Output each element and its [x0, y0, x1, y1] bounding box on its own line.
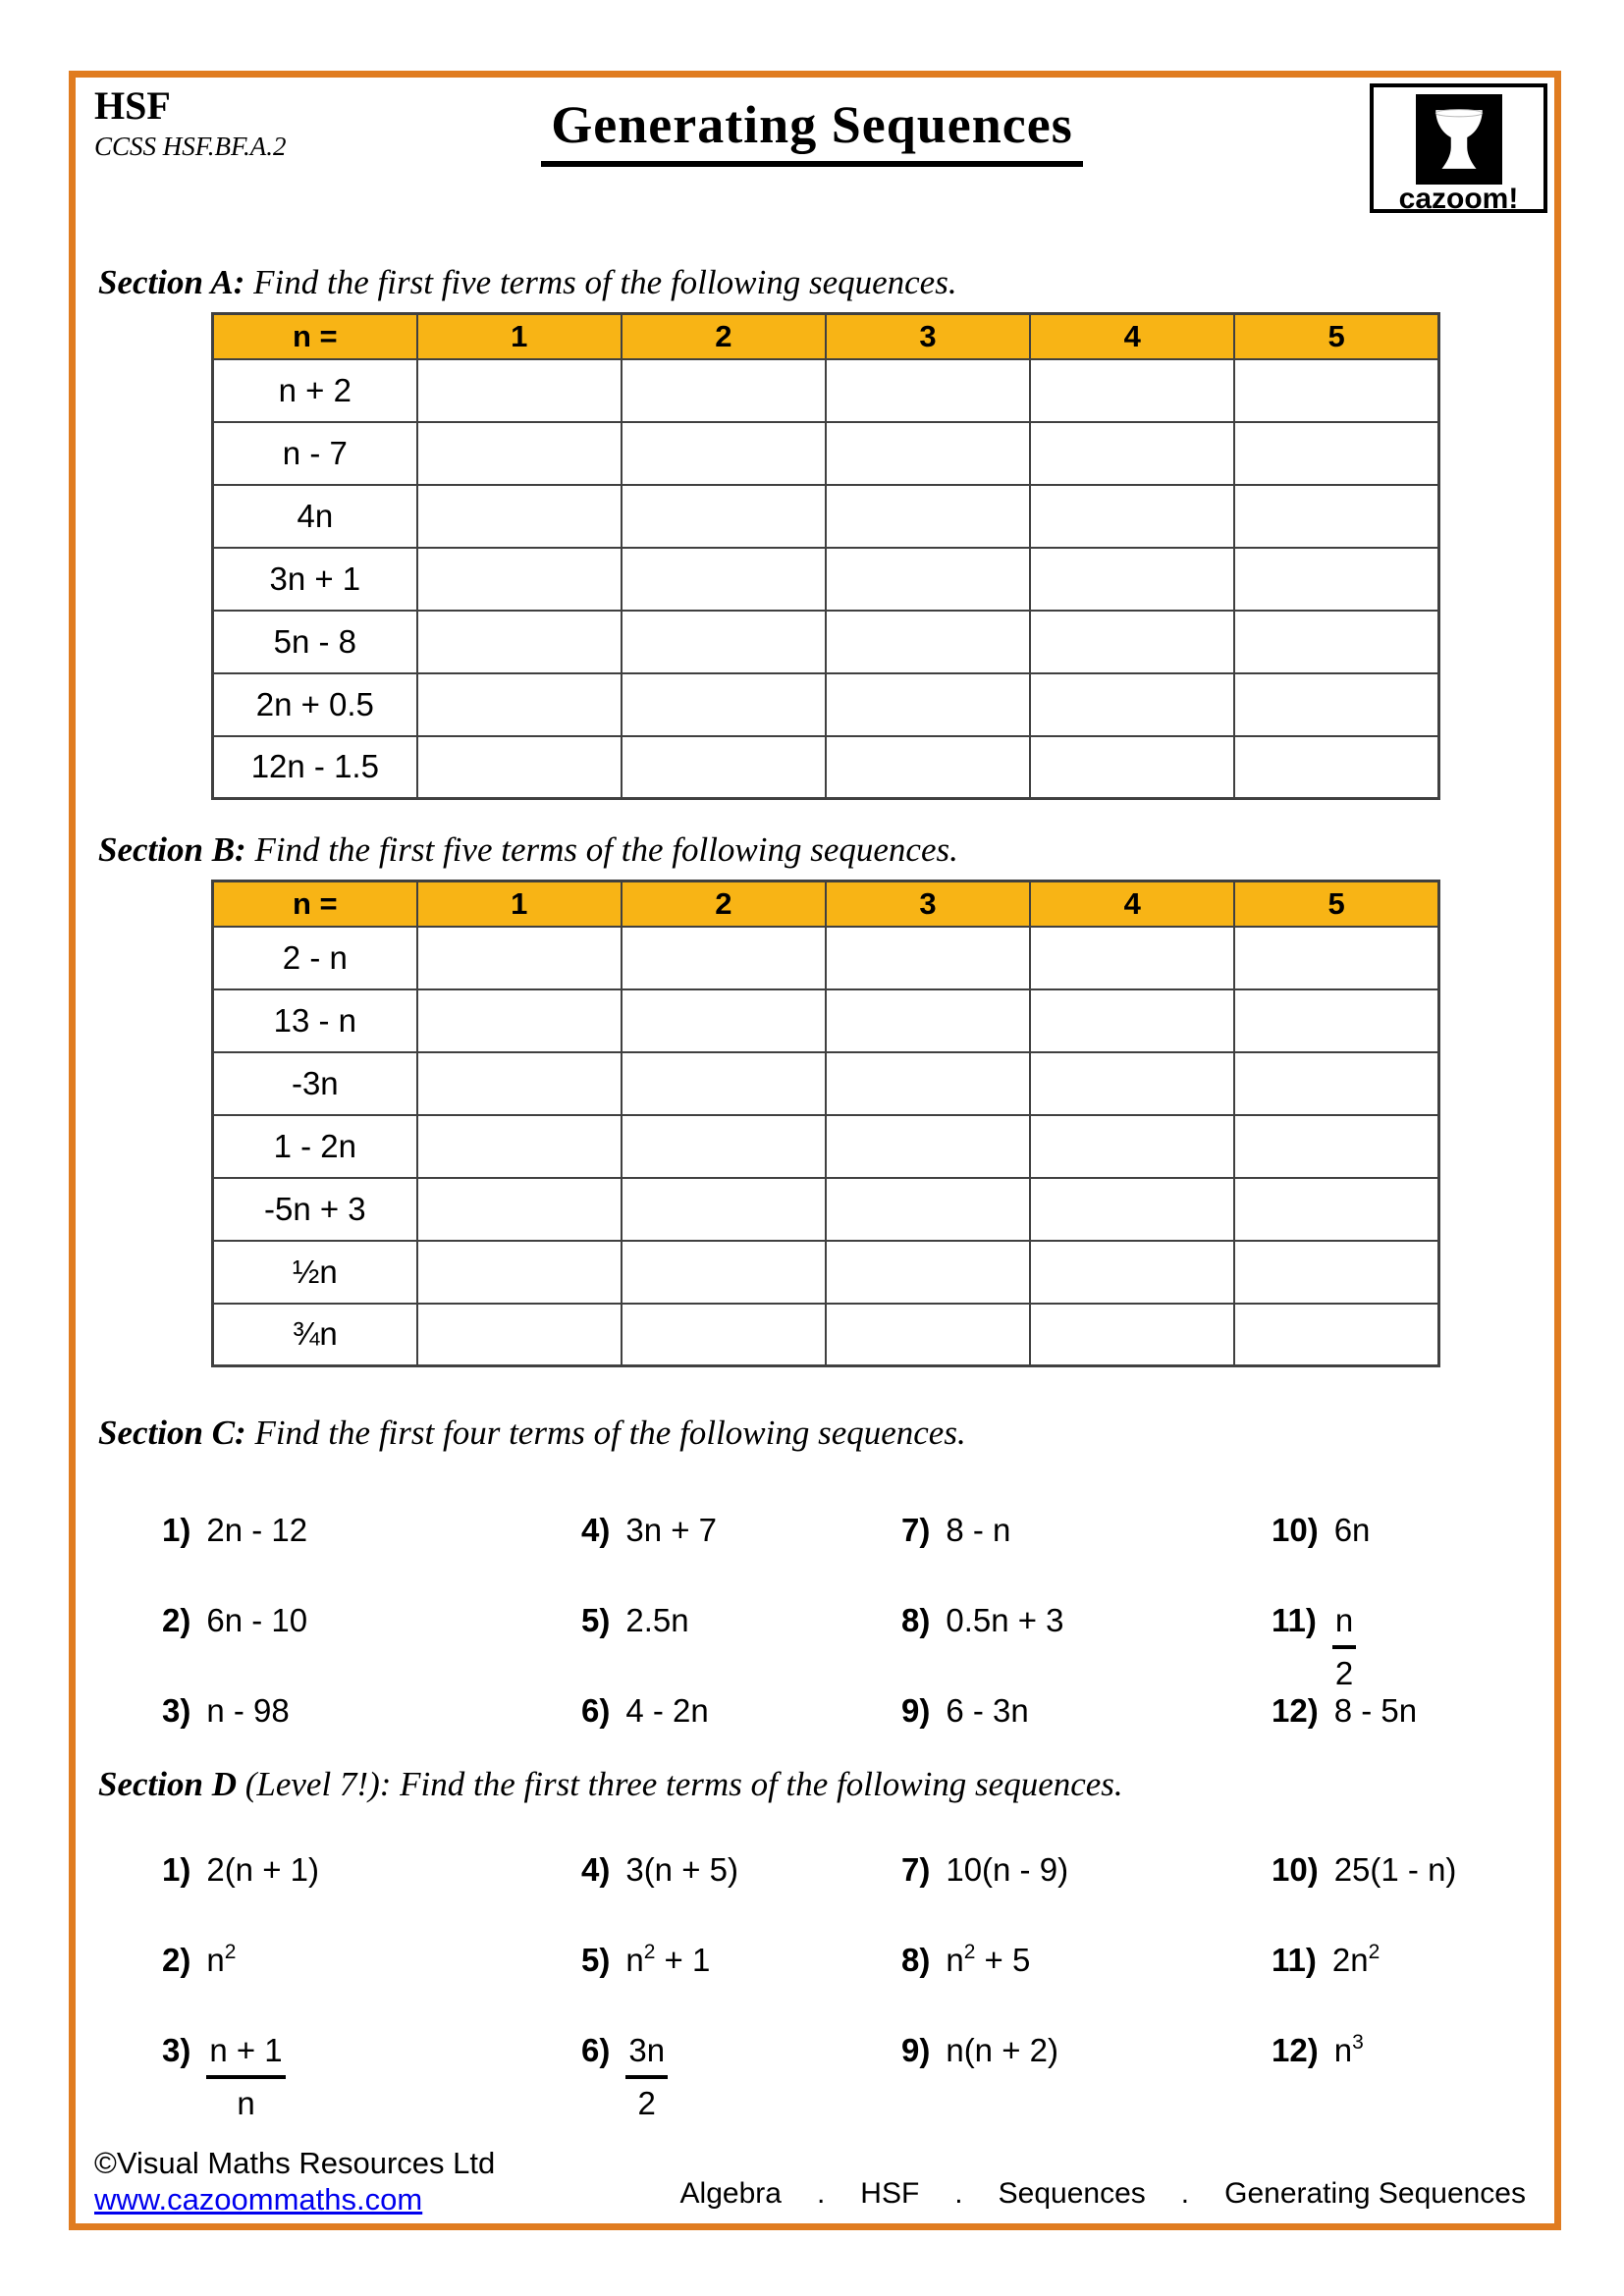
- problem-expression: 2.5n: [625, 1602, 689, 1638]
- problem-expression: $n^3$: [1333, 2031, 1364, 2068]
- problem-expression: $n^2$: [206, 1941, 237, 1978]
- answer-cell: [826, 485, 1030, 548]
- answer-cell: [1234, 1304, 1438, 1366]
- answer-cell: [417, 1178, 622, 1241]
- table-row: [213, 1304, 1439, 1366]
- sequence-rule: 12n - 1.5: [213, 736, 417, 799]
- fraction: [625, 2032, 668, 2122]
- section-b-label: Section B:: [98, 830, 246, 869]
- fraction-numerator: 3n: [625, 2032, 668, 2079]
- problem-c-4: [581, 1512, 717, 1549]
- fraction: [1332, 1602, 1356, 1692]
- section-b-heading: [98, 830, 958, 870]
- problem-d-4: [581, 1851, 738, 1889]
- problem-d-12: [1272, 2032, 1364, 2069]
- problem-number: 10): [1272, 1512, 1319, 1548]
- problem-expression: 10(n - 9): [946, 1851, 1069, 1888]
- answer-cell: [622, 1304, 826, 1366]
- section-b-table: [211, 880, 1440, 1367]
- answer-cell: [1234, 1052, 1438, 1115]
- header-cell-1: 1: [417, 314, 622, 359]
- sequence-rule: 2 - n: [213, 927, 417, 989]
- answer-cell: [1030, 1052, 1234, 1115]
- header-cell-2: 2: [622, 881, 826, 927]
- problem-c-9: [901, 1692, 1029, 1730]
- answer-cell: [1030, 736, 1234, 799]
- answer-cell: [1030, 1115, 1234, 1178]
- problem-d-2: [162, 1942, 236, 1979]
- problem-expression: 0.5n + 3: [946, 1602, 1064, 1638]
- answer-cell: [417, 1241, 622, 1304]
- answer-cell: [1030, 1304, 1234, 1366]
- breadcrumb-item: Generating Sequences: [1224, 2177, 1526, 2210]
- answer-cell: [1234, 359, 1438, 422]
- page-title: Generating Sequences: [541, 94, 1082, 167]
- section-b-instruction: Find the first five terms of the following sequences.: [245, 830, 958, 869]
- answer-cell: [1030, 927, 1234, 989]
- table-row: [213, 359, 1439, 422]
- answer-cell: [622, 548, 826, 611]
- answer-cell: [622, 422, 826, 485]
- table-row: [213, 736, 1439, 799]
- section-c-heading: [98, 1414, 966, 1453]
- breadcrumb-item: Sequences: [998, 2177, 1146, 2210]
- answer-cell: [826, 548, 1030, 611]
- answer-cell: [417, 485, 622, 548]
- sequence-rule: n - 7: [213, 422, 417, 485]
- answer-cell: [826, 1304, 1030, 1366]
- answer-cell: [1234, 927, 1438, 989]
- breadcrumb-separator: .: [1180, 2177, 1190, 2210]
- answer-cell: [1030, 548, 1234, 611]
- website-link[interactable]: www.cazoommaths.com: [94, 2182, 423, 2216]
- answer-cell: [826, 673, 1030, 736]
- answer-cell: [622, 736, 826, 799]
- problem-number: 1): [162, 1851, 191, 1888]
- fraction-denominator: n: [237, 2085, 255, 2121]
- problem-expression: n - 98: [206, 1692, 290, 1729]
- problem-number: 5): [581, 1602, 611, 1638]
- answer-cell: [1030, 1178, 1234, 1241]
- answer-cell: [1030, 989, 1234, 1052]
- answer-cell: [622, 1115, 826, 1178]
- table-row: [213, 989, 1439, 1052]
- answer-cell: [417, 359, 622, 422]
- logo-text: cazoom!: [1398, 183, 1519, 215]
- header-cell-5: 5: [1234, 314, 1438, 359]
- ccss-standard: CCSS HSF.BF.A.2: [94, 132, 287, 161]
- problem-number: 5): [581, 1942, 611, 1978]
- answer-cell: [622, 673, 826, 736]
- problem-number: 11): [1272, 1602, 1317, 1638]
- sequence-rule: 1 - 2n: [213, 1115, 417, 1178]
- answer-cell: [622, 611, 826, 673]
- breadcrumb: [680, 2177, 1526, 2211]
- header-cell-3: 3: [826, 881, 1030, 927]
- answer-cell: [622, 1178, 826, 1241]
- problem-expression: 6n: [1333, 1512, 1371, 1548]
- fraction-denominator: 2: [637, 2085, 656, 2121]
- problem-c-12: [1272, 1692, 1417, 1730]
- answer-cell: [622, 485, 826, 548]
- problem-c-3: [162, 1692, 290, 1730]
- problem-number: 8): [901, 1942, 931, 1978]
- problem-expression: 8 - 5n: [1333, 1692, 1418, 1729]
- problem-expression: 4 - 2n: [625, 1692, 709, 1729]
- problem-c-6: [581, 1692, 709, 1730]
- fraction-numerator: n + 1: [206, 2032, 285, 2079]
- answer-cell: [622, 927, 826, 989]
- problem-number: 9): [901, 2032, 931, 2068]
- problem-number: 2): [162, 1942, 191, 1978]
- problem-c-10: [1272, 1512, 1370, 1549]
- answer-cell: [1234, 548, 1438, 611]
- exponent: 2: [643, 1941, 656, 1963]
- answer-cell: [826, 927, 1030, 989]
- problem-number: 6): [581, 2032, 611, 2068]
- answer-cell: [826, 989, 1030, 1052]
- problem-d-11: [1272, 1942, 1380, 1979]
- answer-cell: [417, 611, 622, 673]
- breadcrumb-item: HSF: [860, 2177, 920, 2210]
- exponent: 2: [1368, 1941, 1380, 1963]
- sequence-rule: 2n + 0.5: [213, 673, 417, 736]
- sequence-rule: 5n - 8: [213, 611, 417, 673]
- sequence-rule: ¾n: [213, 1304, 417, 1366]
- problem-number: 12): [1272, 2032, 1319, 2068]
- table-header-row: [213, 881, 1439, 927]
- answer-cell: [417, 548, 622, 611]
- answer-cell: [826, 611, 1030, 673]
- table-row: [213, 1052, 1439, 1115]
- section-a-table: [211, 312, 1440, 800]
- problem-c-5: [581, 1602, 689, 1639]
- sequence-rule: ½n: [213, 1241, 417, 1304]
- table-row: [213, 422, 1439, 485]
- section-c-label: Section C:: [98, 1414, 246, 1452]
- problem-number: 8): [901, 1602, 931, 1638]
- sequence-rule: -3n: [213, 1052, 417, 1115]
- fraction-numerator: n: [1332, 1602, 1356, 1649]
- problem-expression: n(n + 2): [946, 2032, 1058, 2068]
- problem-number: 9): [901, 1692, 931, 1729]
- answer-cell: [826, 1115, 1030, 1178]
- problem-number: 7): [901, 1851, 931, 1888]
- problem-c-8: [901, 1602, 1064, 1639]
- header-cell-1: 1: [417, 881, 622, 927]
- cazoom-logo: [1370, 83, 1547, 213]
- table-header-row: [213, 314, 1439, 359]
- problem-d-6: [581, 2032, 668, 2122]
- exponent: 2: [224, 1941, 237, 1963]
- problem-d-8: [901, 1942, 1030, 1979]
- table-row: [213, 485, 1439, 548]
- problem-number: 4): [581, 1512, 611, 1548]
- header-cell-4: 4: [1030, 314, 1234, 359]
- problem-expression: $2n^2$: [1331, 1941, 1380, 1978]
- problem-d-3: [162, 2032, 286, 2122]
- fraction-denominator: 2: [1334, 1655, 1354, 1691]
- answer-cell: [1234, 422, 1438, 485]
- problem-expression: 6 - 3n: [946, 1692, 1029, 1729]
- answer-cell: [417, 673, 622, 736]
- problem-number: 4): [581, 1851, 611, 1888]
- header-cell-3: 3: [826, 314, 1030, 359]
- problem-expression: $n^2 + 5$: [946, 1941, 1031, 1978]
- problem-number: 3): [162, 1692, 191, 1729]
- answer-cell: [1234, 673, 1438, 736]
- problem-expression: 3n + 7: [625, 1512, 718, 1548]
- answer-cell: [1030, 359, 1234, 422]
- section-a-heading: [98, 263, 957, 302]
- answer-cell: [1234, 989, 1438, 1052]
- problem-d-1: [162, 1851, 319, 1889]
- answer-cell: [417, 1304, 622, 1366]
- problem-d-5: [581, 1942, 710, 1979]
- problem-number: 2): [162, 1602, 191, 1638]
- problem-number: 10): [1272, 1851, 1319, 1888]
- problem-expression: 3(n + 5): [625, 1851, 738, 1888]
- answer-cell: [622, 1241, 826, 1304]
- problem-number: 7): [901, 1512, 931, 1548]
- answer-cell: [622, 1052, 826, 1115]
- problem-c-11: [1272, 1602, 1356, 1692]
- table-row: [213, 611, 1439, 673]
- answer-cell: [826, 1052, 1030, 1115]
- sequence-rule: n + 2: [213, 359, 417, 422]
- problem-c-1: [162, 1512, 307, 1549]
- answer-cell: [826, 736, 1030, 799]
- problem-d-7: [901, 1851, 1068, 1889]
- header-cell-4: 4: [1030, 881, 1234, 927]
- table-row: [213, 1178, 1439, 1241]
- answer-cell: [1234, 1115, 1438, 1178]
- answer-cell: [826, 359, 1030, 422]
- problem-number: 3): [162, 2032, 191, 2068]
- problem-c-2: [162, 1602, 307, 1639]
- sequence-rule: 4n: [213, 485, 417, 548]
- section-d-instruction: (Level 7!): Find the first three terms of the following sequences.: [236, 1765, 1123, 1803]
- header-cell-5: 5: [1234, 881, 1438, 927]
- section-d-heading: [98, 1765, 1123, 1804]
- exponent: 3: [1352, 2031, 1364, 2054]
- breadcrumb-item: Algebra: [679, 2177, 782, 2210]
- sequence-rule: -5n + 3: [213, 1178, 417, 1241]
- answer-cell: [1030, 1241, 1234, 1304]
- table-row: [213, 548, 1439, 611]
- table-row: [213, 673, 1439, 736]
- problem-d-10: [1272, 1851, 1456, 1889]
- drum-icon: [1416, 94, 1502, 185]
- problem-c-7: [901, 1512, 1010, 1549]
- table-row: [213, 1115, 1439, 1178]
- answer-cell: [417, 927, 622, 989]
- answer-cell: [622, 359, 826, 422]
- section-a-label: Section A:: [98, 263, 245, 301]
- problem-expression: 6n - 10: [206, 1602, 308, 1638]
- answer-cell: [826, 1178, 1030, 1241]
- answer-cell: [417, 1115, 622, 1178]
- problem-expression: 2n - 12: [206, 1512, 308, 1548]
- problem-number: 6): [581, 1692, 611, 1729]
- table-row: [213, 1241, 1439, 1304]
- answer-cell: [417, 422, 622, 485]
- problem-expression: 2(n + 1): [206, 1851, 319, 1888]
- answer-cell: [1030, 422, 1234, 485]
- breadcrumb-separator: .: [954, 2177, 963, 2210]
- answer-cell: [826, 422, 1030, 485]
- section-a-instruction: Find the first five terms of the following sequences.: [244, 263, 957, 301]
- header-cell-n: n =: [213, 881, 417, 927]
- answer-cell: [1234, 736, 1438, 799]
- problem-expression: 8 - n: [946, 1512, 1011, 1548]
- answer-cell: [1234, 611, 1438, 673]
- answer-cell: [622, 989, 826, 1052]
- problem-number: 11): [1272, 1942, 1317, 1978]
- answer-cell: [1030, 485, 1234, 548]
- answer-cell: [1234, 1241, 1438, 1304]
- problem-number: 12): [1272, 1692, 1319, 1729]
- answer-cell: [1030, 673, 1234, 736]
- answer-cell: [417, 989, 622, 1052]
- problem-expression: 25(1 - n): [1333, 1851, 1457, 1888]
- copyright-text: ©Visual Maths Resources Ltd: [94, 2146, 496, 2180]
- problem-expression: $n^2 + 1$: [625, 1941, 711, 1978]
- worksheet-code: HSF: [94, 83, 171, 128]
- header-cell-n: n =: [213, 314, 417, 359]
- problem-d-9: [901, 2032, 1058, 2069]
- sequence-rule: 3n + 1: [213, 548, 417, 611]
- table-row: [213, 927, 1439, 989]
- sequence-rule: 13 - n: [213, 989, 417, 1052]
- answer-cell: [1234, 1178, 1438, 1241]
- header-cell-2: 2: [622, 314, 826, 359]
- answer-cell: [417, 736, 622, 799]
- answer-cell: [417, 1052, 622, 1115]
- section-c-instruction: Find the first four terms of the following sequences.: [245, 1414, 966, 1452]
- answer-cell: [826, 1241, 1030, 1304]
- exponent: 2: [963, 1941, 976, 1963]
- answer-cell: [1030, 611, 1234, 673]
- section-d-label: Section D: [98, 1765, 237, 1803]
- problem-number: 1): [162, 1512, 191, 1548]
- fraction: [206, 2032, 285, 2122]
- answer-cell: [1234, 485, 1438, 548]
- breadcrumb-separator: .: [816, 2177, 826, 2210]
